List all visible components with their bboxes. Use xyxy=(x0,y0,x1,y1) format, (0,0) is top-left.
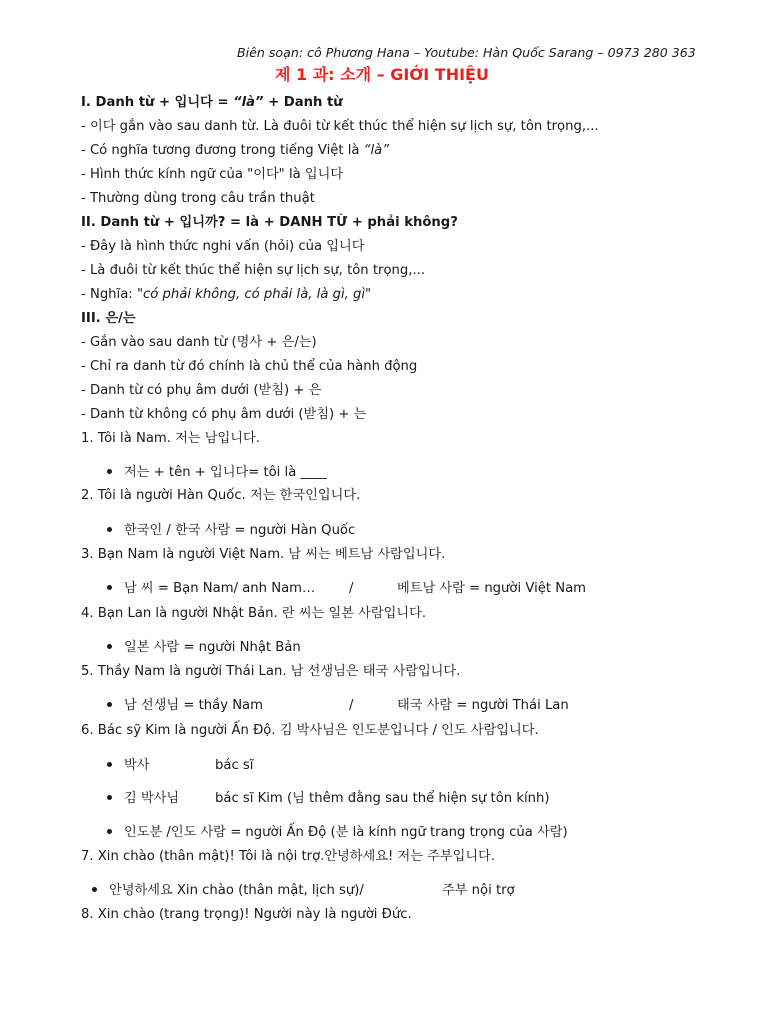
example-1: 1. Tôi là Nam. 저는 남입니다. xyxy=(81,431,260,446)
example-6-bullet-2 xyxy=(107,790,550,808)
example-5-bullet-text-b: 태국 사람 = người Thái Lan xyxy=(397,698,569,713)
bullet-dot xyxy=(107,702,112,707)
section-3-line-4: - Danh từ không có phụ âm dưới (받침) + 는 xyxy=(81,407,367,422)
section-2-line-3a: - Nghĩa: xyxy=(81,287,137,302)
section-3-heading: III. 은/는 xyxy=(81,311,136,326)
section-1-line-2a: - Có nghĩa tương đương trong tiếng Việt là xyxy=(81,143,364,158)
section-1-heading-a: I. Danh từ + 입니다 = xyxy=(81,95,234,110)
example-6-bullet-1-term: 박사 xyxy=(124,758,150,773)
section-3-line-3: - Danh từ có phụ âm dưới (받침) + 은 xyxy=(81,383,322,398)
section-1-heading-b: “là” xyxy=(233,95,264,110)
section-2-line-2: - Là đuôi từ kết thúc thể hiện sự lịch sự, tôn trọng,... xyxy=(81,263,426,278)
example-6-bullet-3-text: 인도분 /인도 사람 = người Ấn Độ (분 là kính ngữ trang trọng của 사람) xyxy=(124,825,568,840)
example-7: 7. Xin chào (thân mật)! Tôi là nội trợ.안녕하세요! 저는 주부입니다. xyxy=(81,849,496,864)
example-1-bullet-text: 저는 + tên + 입니다= tôi là ____ xyxy=(124,465,327,480)
example-7-bullet xyxy=(92,882,515,900)
section-2-line-1: - Đây là hình thức nghi vấn (hỏi) của 입니다 xyxy=(81,239,365,254)
section-2-line-3b: "có phải không, có phải là, là gì, gì" xyxy=(136,287,372,302)
example-6-bullet-2-meaning: bác sĩ Kim (님 thêm đằng sau thể hiện sự tôn kính) xyxy=(215,791,550,806)
example-6-bullet-1 xyxy=(107,757,254,775)
example-7-bullet-text-b: 주부 nội trợ xyxy=(442,883,515,898)
section-1-line-2b: “là” xyxy=(363,143,390,158)
example-4-bullet-text: 일본 사람 = người Nhật Bản xyxy=(124,640,301,655)
section-3-line-1: - Gắn vào sau danh từ (명사 + 은/는) xyxy=(81,335,317,350)
bullet-dot xyxy=(107,469,112,474)
example-6-bullet-2-term: 김 박사님 xyxy=(124,791,180,806)
section-1-line-2 xyxy=(81,142,389,160)
example-3-bullet-text-a: 남 씨 = Bạn Nam/ anh Nam… xyxy=(124,581,316,596)
bullet-dot xyxy=(107,829,112,834)
example-6-bullet-3 xyxy=(107,824,568,842)
bullet-dot xyxy=(107,585,112,590)
example-2-bullet xyxy=(107,522,355,540)
example-7-bullet-text-a: 안녕하세요 Xin chào (thân mật, lịch sự)/ xyxy=(109,883,364,898)
section-1-line-3: - Hình thức kính ngữ của "이다" là 입니다 xyxy=(81,167,344,182)
bullet-dot xyxy=(107,644,112,649)
example-4-bullet xyxy=(107,639,301,657)
section-1-line-4: - Thường dùng trong câu trần thuật xyxy=(81,191,315,206)
example-2-bullet-text: 한국인 / 한국 사람 = người Hàn Quốc xyxy=(124,523,356,538)
example-8: 8. Xin chào (trang trọng)! Người này là người Đức. xyxy=(81,907,412,922)
example-6: 6. Bác sỹ Kim là người Ấn Độ. 김 박사님은 인도분입니다 / 인도 사람입니다. xyxy=(81,723,539,738)
section-1-heading xyxy=(81,94,343,112)
example-4: 4. Bạn Lan là người Nhật Bản. 란 씨는 일본 사람입니다. xyxy=(81,606,427,621)
example-1-bullet xyxy=(107,464,327,482)
example-3-bullet-text-b: 베트남 사람 = người Việt Nam xyxy=(397,581,586,596)
section-3-line-2: - Chỉ ra danh từ đó chính là chủ thể của hành động xyxy=(81,359,418,374)
example-3-bullet-separator: / xyxy=(349,581,354,596)
example-3-bullet xyxy=(107,580,586,598)
section-1-heading-c: + Danh từ xyxy=(263,95,343,110)
bullet-dot xyxy=(92,887,97,892)
example-5-bullet-separator: / xyxy=(349,698,354,713)
example-3: 3. Bạn Nam là người Việt Nam. 남 씨는 베트남 사람입니다. xyxy=(81,547,446,562)
bullet-dot xyxy=(107,527,112,532)
example-5-bullet xyxy=(107,697,569,715)
section-1-line-1: - 이다 gắn vào sau danh từ. Là đuôi từ kết thúc thể hiện sự lịch sự, tôn trọng,... xyxy=(81,119,599,134)
bullet-dot xyxy=(107,795,112,800)
author-header: Biên soạn: cô Phương Hana – Youtube: Hàn Quốc Sarang – 0973 280 363 xyxy=(237,45,696,60)
section-2-line-3 xyxy=(81,286,371,304)
section-2-heading: II. Danh từ + 입니까? = là + DANH TỪ + phải không? xyxy=(81,215,458,230)
example-6-bullet-1-meaning: bác sĩ xyxy=(215,758,254,773)
example-5-bullet-text-a: 남 선생님 = thầy Nam xyxy=(124,698,263,713)
example-5: 5. Thầy Nam là người Thái Lan. 남 선생님은 태국 사람입니다. xyxy=(81,664,461,679)
example-2: 2. Tôi là người Hàn Quốc. 저는 한국인입니다. xyxy=(81,488,361,503)
bullet-dot xyxy=(107,762,112,767)
lesson-title: 제 1 과: 소개 – GIỚI THIỆU xyxy=(275,65,489,84)
